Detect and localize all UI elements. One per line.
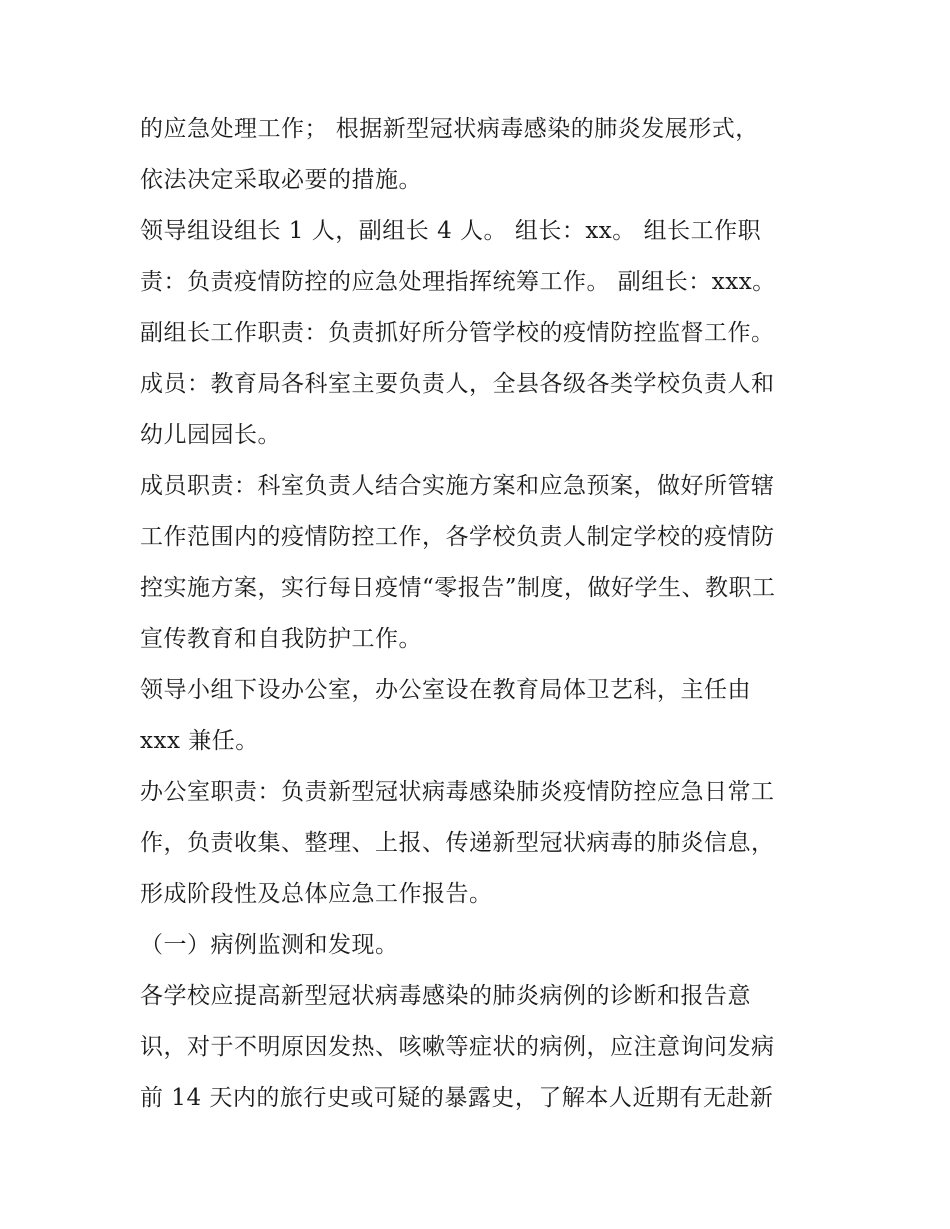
- text-line: 前 14 天内的旅行史或可疑的暴露史，了解本人近期有无赴新: [140, 1085, 774, 1111]
- document-body: [140, 104, 820, 1124]
- text-line: 各学校应提高新型冠状病毒感染的肺炎病例的诊断和报告意: [140, 983, 751, 1009]
- text-line: 形成阶段性及总体应急工作报告。: [140, 881, 493, 907]
- text-line: 的应急处理工作； 根据新型冠状病毒感染的肺炎发展形式，: [140, 116, 759, 142]
- text-line: 领导组设组长 1 人，副组长 4 人。 组长：xx。 组长工作职: [140, 218, 762, 244]
- text-line: 责：负责疫情防控的应急处理指挥统筹工作。 副组长：xxx。: [140, 269, 776, 295]
- text-line: 宣传教育和自我防护工作。: [140, 626, 422, 652]
- text-line: 依法决定采取必要的措施。: [140, 167, 422, 193]
- text-line: 领导小组下设办公室，办公室设在教育局体卫艺科，主任由: [140, 677, 751, 703]
- text-line: 控实施方案，实行每日疫情“零报告”制度，做好学生、教职工: [140, 575, 776, 601]
- section-heading: （一）病例监测和发现。: [140, 932, 399, 958]
- text-line: 成员职责：科室负责人结合实施方案和应急预案，做好所管辖: [140, 473, 775, 499]
- text-line: xxx 兼任。: [140, 728, 259, 754]
- text-line: 作，负责收集、整理、上报、传递新型冠状病毒的肺炎信息，: [140, 830, 775, 856]
- text-line: 识，对于不明原因发热、咳嗽等症状的病例，应注意询问发病: [140, 1034, 775, 1060]
- text-line: 幼儿园园长。: [140, 422, 281, 448]
- text-line: 成员：教育局各科室主要负责人，全县各级各类学校负责人和: [140, 371, 775, 397]
- text-line: 副组长工作职责：负责抓好所分管学校的疫情防控监督工作。: [140, 320, 775, 346]
- text-line: 工作范围内的疫情防控工作，各学校负责人制定学校的疫情防: [140, 524, 775, 550]
- text-line: 办公室职责：负责新型冠状病毒感染肺炎疫情防控应急日常工: [140, 779, 775, 805]
